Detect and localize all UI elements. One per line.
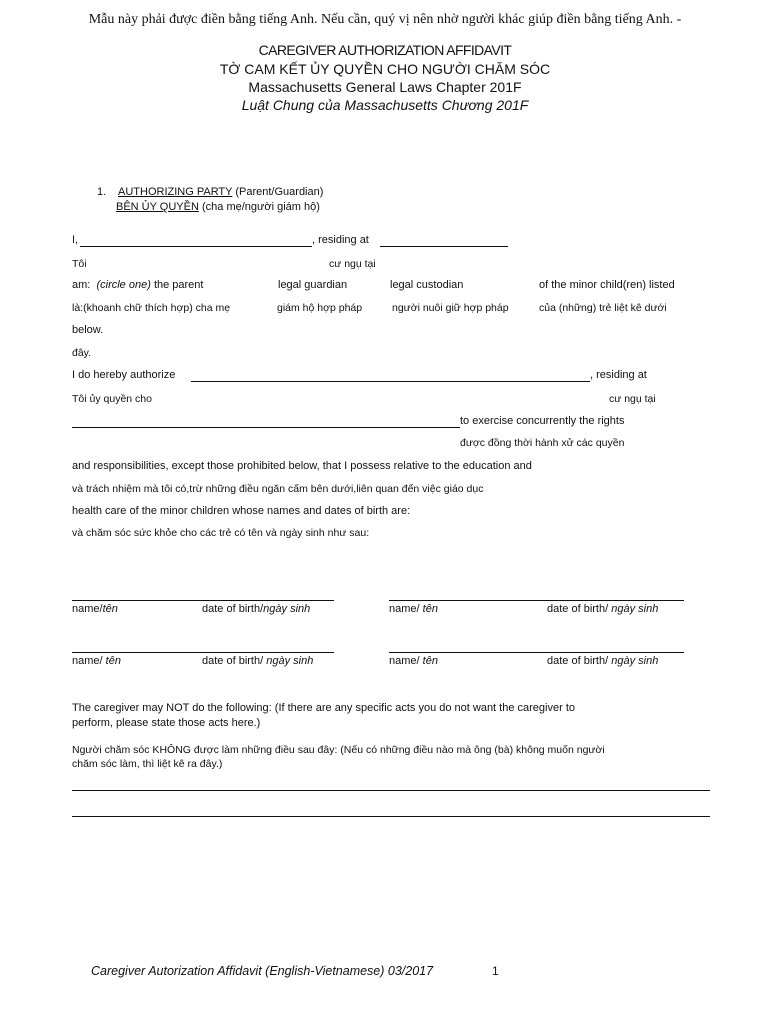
am-circle-one (72, 279, 203, 291)
circle-one-label: (circle one) (96, 279, 151, 291)
option-legal-guardian[interactable]: legal guardian (278, 279, 348, 291)
cu-ngu-tai-label: cư ngụ tại (329, 258, 376, 270)
section-title-vi (116, 201, 320, 213)
caregiver-name-field[interactable] (191, 381, 590, 382)
authorize-label: I do hereby authorize (72, 369, 176, 381)
name-label: name/ (389, 655, 423, 667)
option-legal-custodian[interactable]: legal custodian (390, 279, 464, 291)
duoc-dong-thoi-label: được đồng thời hành xử các quyền (460, 437, 625, 449)
ben-uy-quyen-label: BÊN ỦY QUYỀN (116, 201, 199, 213)
cu-ngu-tai-label-2: cư ngụ tại (609, 393, 656, 405)
toi-label: Tôi (72, 258, 87, 270)
caregiver-address-field[interactable] (72, 427, 460, 428)
toi-uy-quyen-label: Tôi ủy quyền cho (72, 393, 152, 405)
page-number: 1 (492, 964, 499, 978)
name-vi-label: tên (105, 655, 121, 667)
dob-vi-label: ngày sinh (263, 603, 311, 615)
health-care-en: health care of the minor children whose names and dates of birth are: (72, 505, 411, 517)
residing-at-label-2: , residing at (590, 369, 647, 381)
giam-ho-label: giám hộ hợp pháp (277, 302, 363, 314)
i-label: I, (72, 234, 79, 246)
name-label: name/ (389, 603, 423, 615)
day-label: đây. (72, 347, 92, 359)
footer-form-name: Caregiver Autorization Affidavit (English-Vietnamese) 03/2017 (91, 964, 434, 978)
child3-name-label (72, 655, 121, 667)
child1-dob-label (202, 603, 310, 615)
minor-children-listed-label: of the minor child(ren) listed (539, 279, 675, 291)
law-reference-en: Massachusetts General Laws Chapter 201F (248, 79, 522, 95)
responsibilities-en: and responsibilities, except those prohibited below, that I possess relative to the education and (72, 460, 532, 472)
cua-nhung-label: của (những) trẻ liệt kê dưới (539, 302, 667, 314)
section-number: 1. (97, 186, 107, 198)
child2-name-label (389, 603, 438, 615)
residing-at-label: , residing at (312, 234, 369, 246)
dob-label: date of birth/ (202, 603, 264, 615)
dob-label: date of birth/ (547, 603, 612, 615)
dob-label: date of birth/ (202, 655, 267, 667)
name-label: name/ (72, 655, 106, 667)
am-label: am: (72, 279, 91, 291)
responsibilities-vi: và trách nhiệm mà tôi có,trừ những điều ngăn cấm bên dưới,liên quan đến việc giáo dục (72, 483, 484, 495)
prohibited-en-line2: perform, please state those acts here.) (72, 717, 261, 729)
child2-entry-field[interactable] (389, 600, 684, 601)
child4-name-label (389, 655, 438, 667)
prohibited-acts-field-1[interactable] (72, 790, 710, 791)
prohibited-vi-line1: Người chăm sóc KHÔNG được làm những điều sau đây: (Nếu có những điều nào mà ông (bà) không muốn người (72, 744, 605, 756)
authorizing-party-suffix: (Parent/Guardian) (235, 186, 324, 198)
name-vi-label: tên (422, 655, 438, 667)
prohibited-acts-field-2[interactable] (72, 816, 710, 817)
child1-name-label (72, 603, 118, 615)
nguoi-nuoi-label: người nuôi giữ hợp pháp (392, 302, 509, 314)
child4-entry-field[interactable] (389, 652, 684, 653)
form-title-en: CAREGIVER AUTHORIZATION AFFIDAVIT (258, 42, 512, 58)
name-vi-label: tên (422, 603, 438, 615)
name-label: name/ (72, 603, 103, 615)
health-care-vi: và chăm sóc sức khỏe cho các trẻ có tên và ngày sinh như sau: (72, 527, 370, 539)
form-title-vi: TỜ CAM KẾT ỦY QUYỀN CHO NGƯỜI CHĂM SÓC (219, 61, 551, 77)
name-vi-label: tên (102, 603, 118, 615)
authorizing-party-label: AUTHORIZING PARTY (118, 186, 233, 198)
child3-entry-field[interactable] (72, 652, 334, 653)
parent-address-field[interactable] (380, 246, 508, 247)
child2-dob-label (547, 603, 658, 615)
below-label: below. (72, 324, 104, 336)
parent-name-field[interactable] (80, 246, 312, 247)
section-title-en (118, 186, 323, 198)
dob-vi-label: ngày sinh (611, 603, 659, 615)
dob-vi-label: ngày sinh (266, 655, 314, 667)
prohibited-vi-line2: chăm sóc làm, thì liệt kê ra đây.) (72, 758, 223, 770)
ben-uy-quyen-suffix: (cha mẹ/người giám hộ) (202, 201, 320, 213)
la-khoanh-label: là:(khoanh chữ thích hợp) cha mẹ (72, 302, 231, 314)
child4-dob-label (547, 655, 658, 667)
dob-label: date of birth/ (547, 655, 612, 667)
exercise-rights-label: to exercise concurrently the rights (460, 415, 625, 427)
dob-vi-label: ngày sinh (611, 655, 659, 667)
child3-dob-label (202, 655, 313, 667)
prohibited-en-line1: The caregiver may NOT do the following: (If there are any specific acts you do not want the caregiver to (72, 702, 575, 714)
option-parent[interactable]: the parent (153, 279, 204, 291)
language-notice: Mẫu này phải được điền bằng tiếng Anh. Nếu cần, quý vị nên nhờ người khác giúp điền bằng tiếng Anh. - (88, 12, 682, 27)
law-reference-vi: Luật Chung của Massachusetts Chương 201F (241, 97, 529, 113)
child1-entry-field[interactable] (72, 600, 334, 601)
